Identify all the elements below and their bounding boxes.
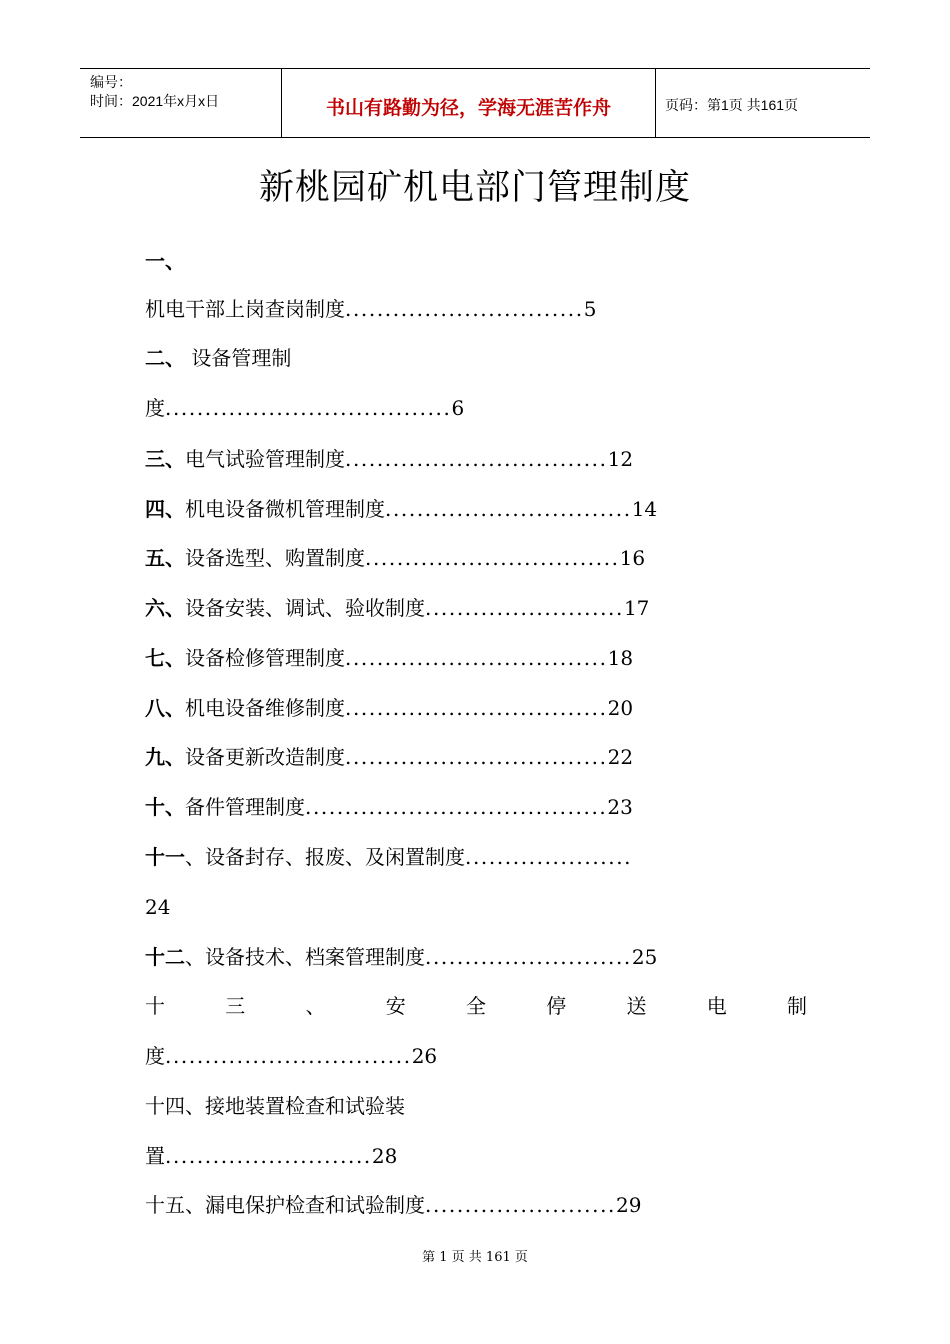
toc-entry-11-page-line [145, 892, 170, 922]
time-label: 时间：2021年x月x日 [90, 93, 220, 109]
toc-entry-3[interactable] [145, 444, 633, 474]
toc-entry-text: 设备安装、调试、验收制度 [185, 596, 425, 620]
toc-entry-number: 七、 [145, 646, 185, 670]
toc-entry-11[interactable] [145, 842, 632, 872]
page-title: 新桃园矿机电部门管理制度 [258, 168, 691, 208]
toc-page: 20 [607, 696, 634, 720]
toc-entry-text: 设备管理制 [185, 346, 292, 370]
toc-page: 17 [623, 596, 650, 620]
toc-dots: ................................ [365, 546, 620, 570]
toc-entry-text: 机电干部上岗查岗制度 [145, 297, 345, 321]
toc-dots: ..................... [465, 845, 633, 869]
toc-entry-number: 五、 [145, 546, 185, 570]
toc-entry-text: 设备检修管理制度 [185, 646, 345, 670]
toc-dots: .......................... [425, 945, 632, 969]
toc-dots: ................................. [345, 646, 608, 670]
toc-entry-7[interactable] [145, 643, 633, 673]
toc-page: 12 [607, 447, 634, 471]
toc-dots: .............................. [345, 297, 584, 321]
toc-entry-number: 十一 [145, 845, 185, 869]
header-motto-cell [281, 69, 656, 137]
toc-entry-number: 九、 [145, 745, 185, 769]
toc-entry-number: 十二 [145, 945, 185, 969]
toc-dots: ................................. [345, 696, 608, 720]
toc-entry-13-continued[interactable] [145, 1041, 437, 1071]
toc-char: 、 [305, 994, 326, 1018]
toc-entry-text: 设备选型、购置制度 [185, 546, 365, 570]
toc-dots: .......................... [165, 1144, 372, 1168]
toc-dots: ............................... [385, 497, 632, 521]
toc-page: 18 [607, 646, 634, 670]
toc-entry-1-number-line [145, 246, 185, 276]
toc-page: 25 [631, 945, 658, 969]
toc-page: 23 [607, 795, 633, 819]
toc-char: 全 [466, 994, 486, 1018]
page-footer: 第 1 页 共 161 页 [422, 1250, 528, 1265]
toc-char: 停 [546, 994, 567, 1018]
toc-entry-text: 十四、接地装置检查和试验装 [145, 1094, 405, 1118]
toc-entry-text: 机电设备维修制度 [185, 696, 345, 720]
toc-entry-text: 设备更新改造制度 [185, 745, 345, 769]
toc-entry-text: 度 [145, 1044, 165, 1068]
toc-char: 十 [145, 994, 165, 1018]
toc-char: 安 [385, 994, 406, 1018]
toc-char: 三 [225, 994, 246, 1018]
header-info-cell [80, 69, 281, 137]
toc-entry-2[interactable] [145, 343, 291, 373]
toc-entry-1[interactable] [145, 294, 596, 324]
toc-page: 22 [607, 745, 634, 769]
toc-page: 24 [145, 895, 171, 919]
toc-entry-2-continued[interactable] [145, 393, 464, 423]
toc-char: 电 [706, 994, 727, 1018]
toc-page: 6 [451, 396, 465, 420]
toc-entry-4[interactable] [145, 494, 657, 524]
toc-entry-text: 机电设备微机管理制度 [185, 497, 385, 521]
toc-dots: ........................ [425, 1193, 616, 1217]
toc-dots: ...................................... [305, 795, 608, 819]
document-header [80, 68, 870, 138]
toc-entry-number: 四、 [145, 497, 185, 521]
toc-page: 26 [411, 1044, 438, 1068]
toc-dots: ................................. [345, 745, 608, 769]
motto: 书山有路勤为径，学海无涯苦作舟 [325, 97, 611, 119]
toc-entry-text: 、设备封存、报废、及闲置制度 [185, 845, 465, 869]
toc-entry-number: 十、 [145, 795, 185, 819]
toc-entry-14[interactable] [145, 1091, 405, 1121]
page-code: 页码：第1页 共161页 [665, 97, 799, 113]
toc-entry-number: 二、 [145, 346, 185, 370]
toc-dots: ............................... [165, 1044, 412, 1068]
toc-entry-5[interactable] [145, 543, 645, 573]
toc-entry-6[interactable] [145, 593, 649, 623]
toc-entry-number: 三、 [145, 447, 185, 471]
toc-entry-number: 八、 [145, 696, 185, 720]
toc-entry-text: 、设备技术、档案管理制度 [185, 945, 425, 969]
toc-entry-14-continued[interactable] [145, 1141, 397, 1171]
toc-entry-13[interactable] [145, 991, 807, 1021]
toc-entry-10[interactable] [145, 792, 633, 822]
toc-page: 5 [583, 297, 597, 321]
toc-entry-number: 六、 [145, 596, 185, 620]
toc-char: 送 [626, 994, 647, 1018]
toc-page: 14 [631, 497, 658, 521]
toc-entry-8[interactable] [145, 693, 633, 723]
toc-char: 制 [787, 994, 807, 1018]
toc-dots: ................................. [345, 447, 608, 471]
header-page-cell [655, 69, 870, 137]
toc-entry-12[interactable] [145, 942, 657, 972]
toc-entry-text: 备件管理制度 [185, 795, 305, 819]
toc-page: 16 [619, 546, 646, 570]
number-label: 编号： [90, 74, 132, 90]
toc-entry-number: 一、 [145, 249, 185, 273]
toc-entry-text: 置 [145, 1144, 165, 1168]
toc-entry-text: 电气试验管理制度 [185, 447, 345, 471]
toc-page: 29 [615, 1193, 642, 1217]
toc-entry-15[interactable] [145, 1190, 641, 1220]
toc-dots: ......................... [425, 596, 624, 620]
toc-entry-text: 十五、漏电保护检查和试验制度 [145, 1193, 425, 1217]
toc-dots: .................................... [165, 396, 452, 420]
toc-entry-9[interactable] [145, 742, 633, 772]
toc-page: 28 [371, 1144, 398, 1168]
toc-entry-text: 度 [145, 396, 165, 420]
